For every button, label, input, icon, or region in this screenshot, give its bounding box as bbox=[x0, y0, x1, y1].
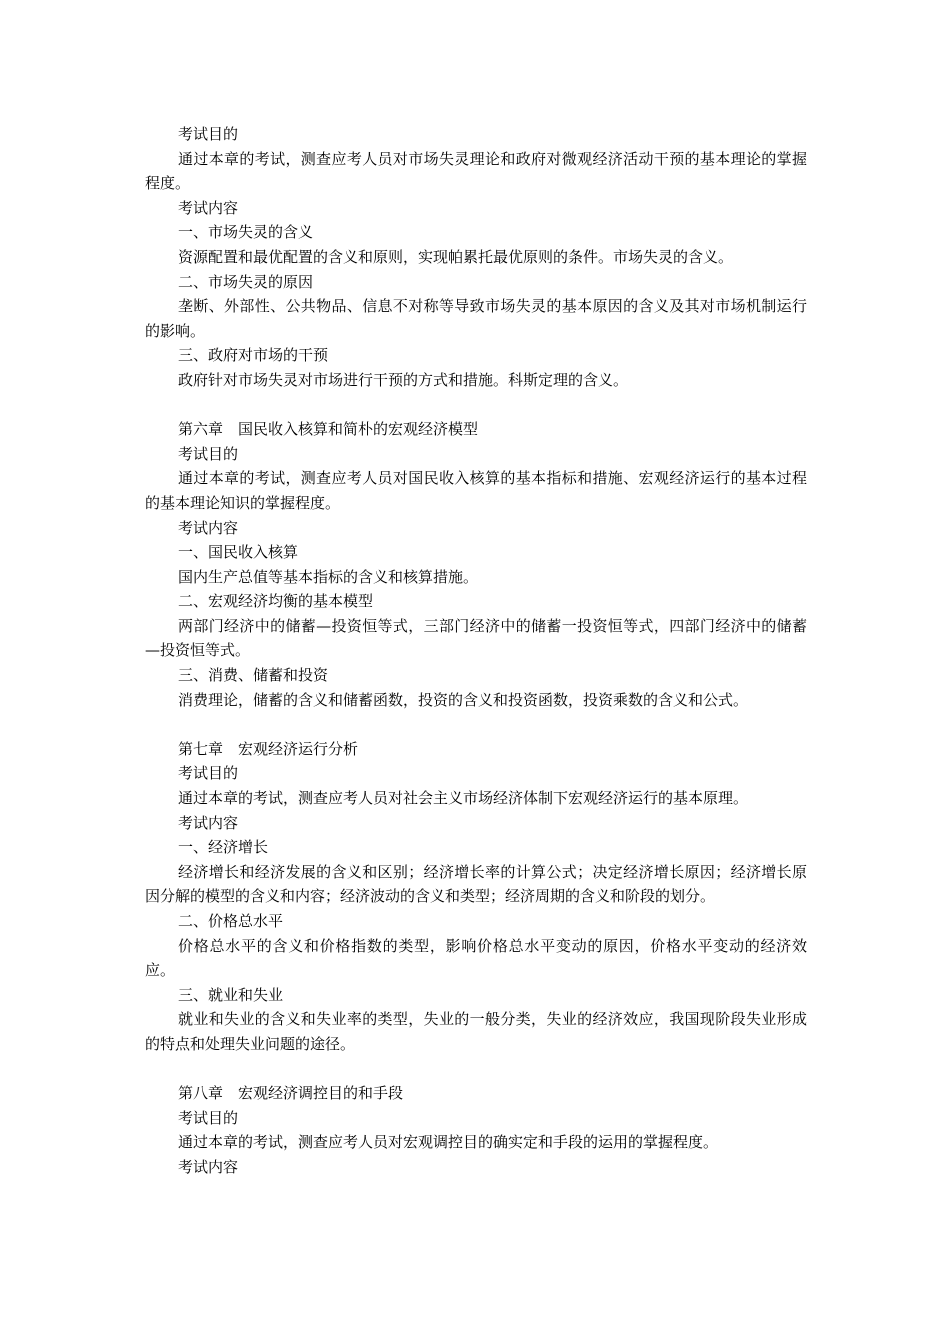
paragraph: 第八章 宏观经济调控目的和手段 bbox=[178, 1084, 404, 1103]
section-spacer bbox=[145, 393, 807, 418]
paragraph: 二、市场失灵的原因 bbox=[178, 272, 314, 291]
paragraph: 就业和失业的含义和失业率的类型，失业的一般分类，失业的经济效应，我国现阶段失业形成的特点和处理失业问题的途径。 bbox=[145, 1010, 807, 1053]
paragraph: 考试内容 bbox=[178, 518, 239, 537]
paragraph: 通过本章的考试，测查应考人员对国民收入核算的基本指标和措施、宏观经济运行的基本过程的基本理论知识的掌握程度。 bbox=[145, 469, 807, 512]
paragraph: 考试内容 bbox=[178, 198, 239, 217]
paragraph: 一、市场失灵的含义 bbox=[178, 223, 314, 242]
paragraph: 通过本章的考试，测查应考人员对市场失灵理论和政府对微观经济活动干预的基本理论的掌握程度。 bbox=[145, 149, 807, 193]
paragraph: 一、经济增长 bbox=[178, 838, 269, 857]
paragraph: 考试目的 bbox=[178, 125, 239, 143]
paragraph: 考试目的 bbox=[178, 764, 239, 783]
paragraph: 通过本章的考试，测查应考人员对社会主义市场经济体制下宏观经济运行的基本原理。 bbox=[178, 789, 749, 808]
paragraph: 两部门经济中的储蓄—投资恒等式，三部门经济中的储蓄一投资恒等式，四部门经济中的储蓄—投资恒等式。 bbox=[145, 616, 807, 660]
paragraph: 三、就业和失业 bbox=[178, 985, 284, 1004]
paragraph: 资源配置和最优配置的含义和原则，实现帕累托最优原则的条件。市场失灵的含义。 bbox=[178, 247, 734, 266]
paragraph: 考试目的 bbox=[178, 444, 239, 463]
document-body bbox=[145, 122, 807, 1180]
paragraph: 经济增长和经济发展的含义和区别；经济增长率的计算公式；决定经济增长原因；经济增长原因分解的模型的含义和内容；经济波动的含义和类型；经济周期的含义和阶段的划分。 bbox=[145, 862, 807, 906]
paragraph: 第七章 宏观经济运行分析 bbox=[178, 739, 359, 758]
section-spacer bbox=[145, 1057, 807, 1082]
paragraph: 一、国民收入核算 bbox=[178, 543, 299, 562]
paragraph: 考试目的 bbox=[178, 1108, 239, 1127]
paragraph: 三、消费、储蓄和投资 bbox=[178, 666, 329, 685]
paragraph: 政府针对市场失灵对市场进行干预的方式和措施。科斯定理的含义。 bbox=[178, 370, 629, 389]
paragraph: 垄断、外部性、公共物品、信息不对称等导致市场失灵的基本原因的含义及其对市场机制运行的影响。 bbox=[145, 297, 807, 340]
paragraph: 考试内容 bbox=[178, 1157, 239, 1176]
paragraph: 通过本章的考试，测查应考人员对宏观调控目的确实定和手段的运用的掌握程度。 bbox=[178, 1133, 719, 1152]
paragraph: 价格总水平的含义和价格指数的类型，影响价格总水平变动的原因，价格水平变动的经济效应。 bbox=[145, 936, 807, 980]
paragraph: 国内生产总值等基本指标的含义和核算措施。 bbox=[178, 567, 479, 586]
paragraph: 消费理论，储蓄的含义和储蓄函数，投资的含义和投资函数，投资乘数的含义和公式。 bbox=[178, 690, 749, 709]
paragraph: 三、政府对市场的干预 bbox=[178, 346, 329, 365]
paragraph: 二、宏观经济均衡的基本模型 bbox=[178, 592, 374, 611]
section-spacer bbox=[145, 712, 807, 737]
paragraph: 二、价格总水平 bbox=[178, 912, 284, 930]
paragraph: 考试内容 bbox=[178, 813, 239, 832]
paragraph: 第六章 国民收入核算和简朴的宏观经济模型 bbox=[178, 420, 479, 439]
